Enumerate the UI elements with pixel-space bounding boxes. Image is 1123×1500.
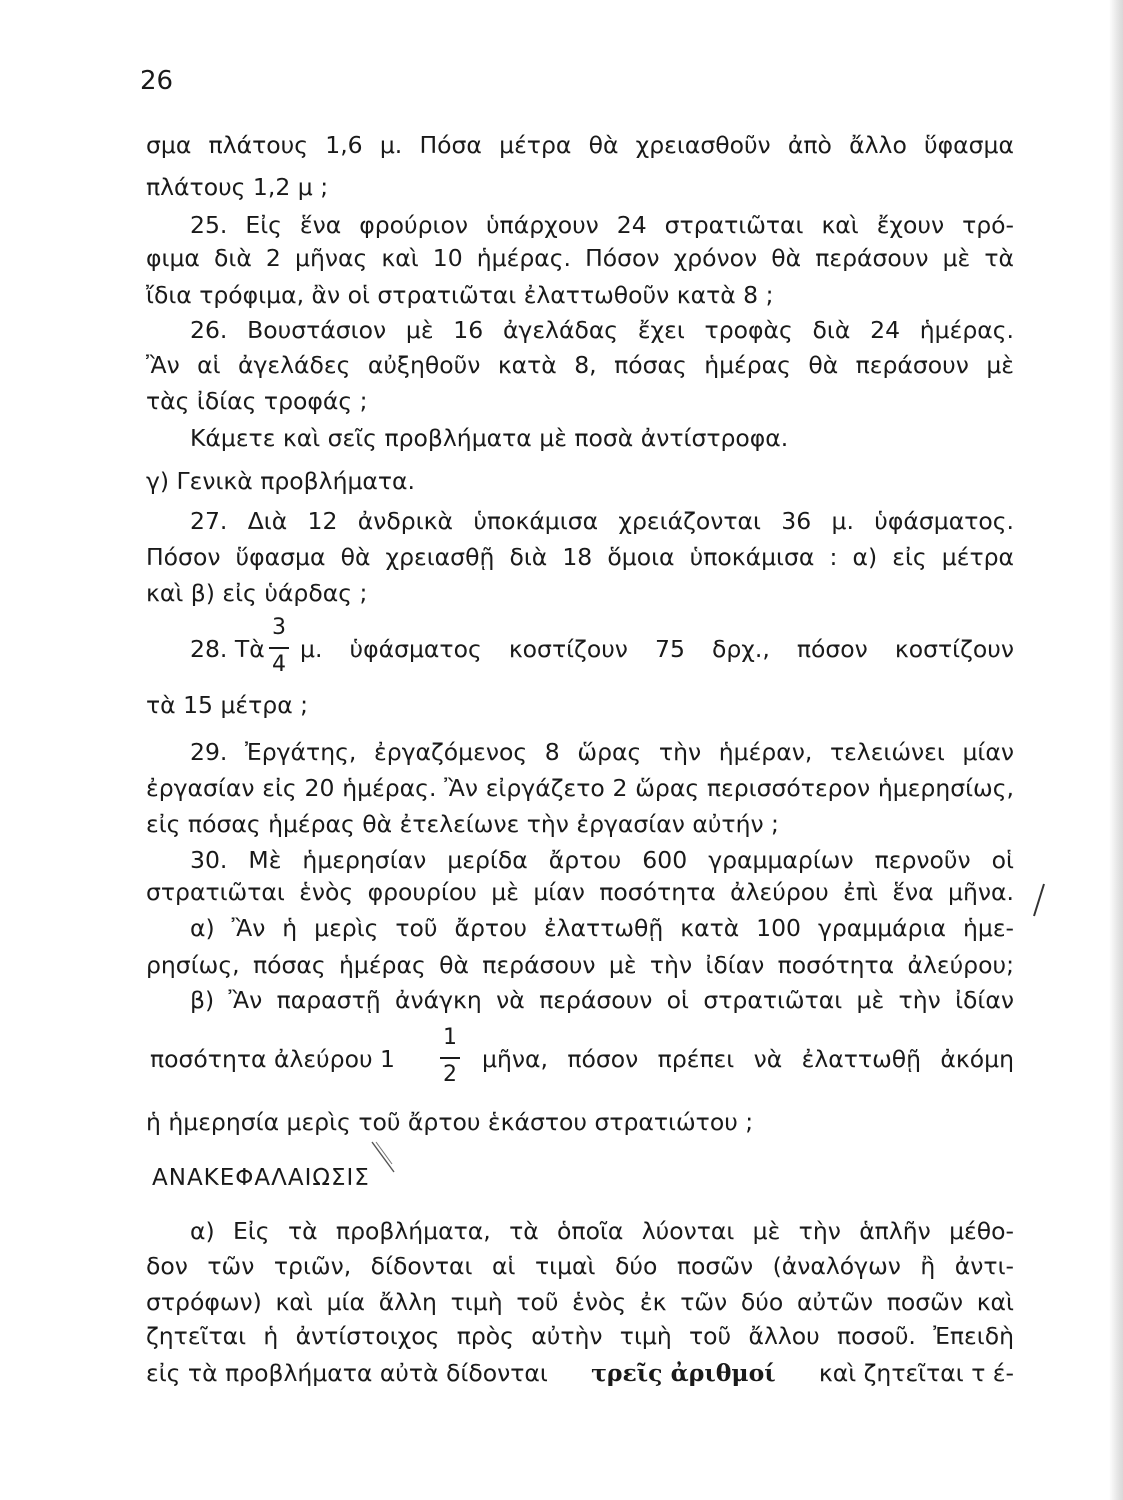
summary-text: καὶ ζητεῖται τ έ- <box>818 1359 1014 1387</box>
problem-27-line: καὶ β) εἰς ὑάρδας ; <box>146 579 368 607</box>
summary-line <box>146 1358 1014 1388</box>
problem-27-line: Πόσον ὕφασμα θὰ χρειασθῇ διὰ 18 ὅμοια ὑποκάμισα : α) εἰς μέτρα <box>146 543 1014 571</box>
fraction-bar <box>440 1057 460 1059</box>
summary-line: ζητεῖται ἡ ἀντίστοιχος πρὸς αὐτὴν τιμὴ τοῦ ἄλλου ποσοῦ. Ἐπειδὴ <box>146 1322 1014 1350</box>
summary-line: α) Εἰς τὰ προβλήματα, τὰ ὁποῖα λύονται μὲ τὴν ἁπλῆν μέθο- <box>190 1217 1014 1245</box>
fraction-numerator: 3 <box>272 615 286 640</box>
problem-27-line: 27. Διὰ 12 ἀνδρικὰ ὑποκάμισα χρειάζονται 36 μ. ὑφάσματος. <box>190 507 1014 535</box>
problem-29-line: 29. Ἐργάτης, ἐργαζόμενος 8 ὥρας τὴν ἡμέραν, τελειώνει μίαν <box>190 738 1014 766</box>
problem-30-line: 30. Μὲ ἡμερησίαν μερίδα ἄρτου 600 γραμμαρίων περνοῦν οἱ <box>190 846 1014 874</box>
summary-text: εἰς τὰ προβλήματα αὐτὰ δίδονται <box>146 1359 548 1387</box>
problem-29-line: εἰς πόσας ἡμέρας θὰ ἐτελείωνε τὴν ἐργασίαν αὐτήν ; <box>146 810 779 838</box>
problem-26-line: 26. Βουστάσιον μὲ 16 ἀγελάδας ἔχει τροφὰς διὰ 24 ἡμέρας. <box>190 316 1014 344</box>
fraction-denominator: 2 <box>443 1062 457 1087</box>
fraction-denominator: 4 <box>272 652 286 677</box>
pencil-mark <box>1028 880 1050 920</box>
emphasis-three-numbers: τρεῖς ἀριθμοί <box>591 1359 776 1387</box>
section-heading-general-problems: γ) Γενικὰ προβλήματα. <box>146 467 416 495</box>
problem-30-line: μῆνα, πόσον πρέπει νὰ ἐλαττωθῇ ἀκόμη <box>482 1045 1014 1073</box>
text-line: πλάτους 1,2 μ ; <box>146 173 329 201</box>
problem-28-number: 28. Τὰ <box>190 635 265 663</box>
pencil-mark <box>368 1138 398 1178</box>
problem-30-line: στρατιῶται ἑνὸς φρουρίου μὲ μίαν ποσότητα ἀλεύρου ἐπὶ ἕνα μῆνα. <box>146 878 1014 906</box>
problem-30-line: ποσότητα ἀλεύρου 1 <box>150 1045 395 1073</box>
task-line: Κάμετε καὶ σεῖς προβλήματα μὲ ποσὰ ἀντίστροφα. <box>190 424 789 452</box>
problem-30-line: ἡ ἡμερησία μερὶς τοῦ ἄρτου ἑκάστου στρατιώτου ; <box>146 1108 754 1136</box>
problem-30-line: α) Ἂν ἡ μερὶς τοῦ ἄρτου ἐλαττωθῇ κατὰ 100 γραμμάρια ἡμε- <box>190 914 1014 942</box>
page-number: 26 <box>140 66 174 96</box>
summary-line: δον τῶν τριῶν, δίδονται αἱ τιμαὶ δύο ποσῶν (ἀναλόγων ἢ ἀντι- <box>146 1252 1014 1280</box>
problem-26-line: τὰς ἰδίας τροφάς ; <box>146 387 368 415</box>
problem-25-line: ἴδια τρόφιμα, ἂν οἱ στρατιῶται ἐλαττωθοῦν κατὰ 8 ; <box>146 281 774 309</box>
problem-30-line: ρησίως, πόσας ἡμέρας θὰ περάσουν μὲ τὴν ἰδίαν ποσότητα ἀλεύρου; <box>146 951 1014 979</box>
summary-line: στρόφων) καὶ μία ἄλλη τιμὴ τοῦ ἑνὸς ἐκ τῶν δύο αὐτῶν ποσῶν καὶ <box>146 1288 1014 1316</box>
problem-28-line: τὰ 15 μέτρα ; <box>146 691 309 719</box>
problem-25-line: 25. Εἰς ἕνα φρούριον ὑπάρχουν 24 στρατιῶται καὶ ἔχουν τρό- <box>190 211 1014 239</box>
section-heading-recap: ΑΝΑΚΕΦΑΛΑΙΩΣΙΣ <box>152 1165 370 1191</box>
problem-28-line: μ. ὑφάσματος κοστίζουν 75 δρχ., πόσον κοστίζουν <box>300 635 1014 663</box>
text-line: σμα πλάτους 1,6 μ. Πόσα μέτρα θὰ χρειασθοῦν ἀπὸ ἄλλο ὕφασμα <box>146 131 1014 159</box>
problem-26-line: Ἂν αἱ ἀγελάδες αὐξηθοῦν κατὰ 8, πόσας ἡμέρας θὰ περάσουν μὲ <box>146 351 1014 379</box>
problem-30-line: β) Ἂν παραστῇ ἀνάγκη νὰ περάσουν οἱ στρατιῶται μὲ τὴν ἰδίαν <box>190 986 1014 1014</box>
fraction-bar <box>269 647 289 649</box>
page-edge-shadow <box>1109 0 1123 1500</box>
fraction-numerator: 1 <box>443 1025 457 1050</box>
problem-29-line: ἐργασίαν εἰς 20 ἡμέρας. Ἂν εἰργάζετο 2 ὥρας περισσότερον ἡμερησίως, <box>146 774 1014 802</box>
problem-25-line: φιμα διὰ 2 μῆνας καὶ 10 ἡμέρας. Πόσον χρόνον θὰ περάσουν μὲ τὰ <box>146 244 1014 272</box>
